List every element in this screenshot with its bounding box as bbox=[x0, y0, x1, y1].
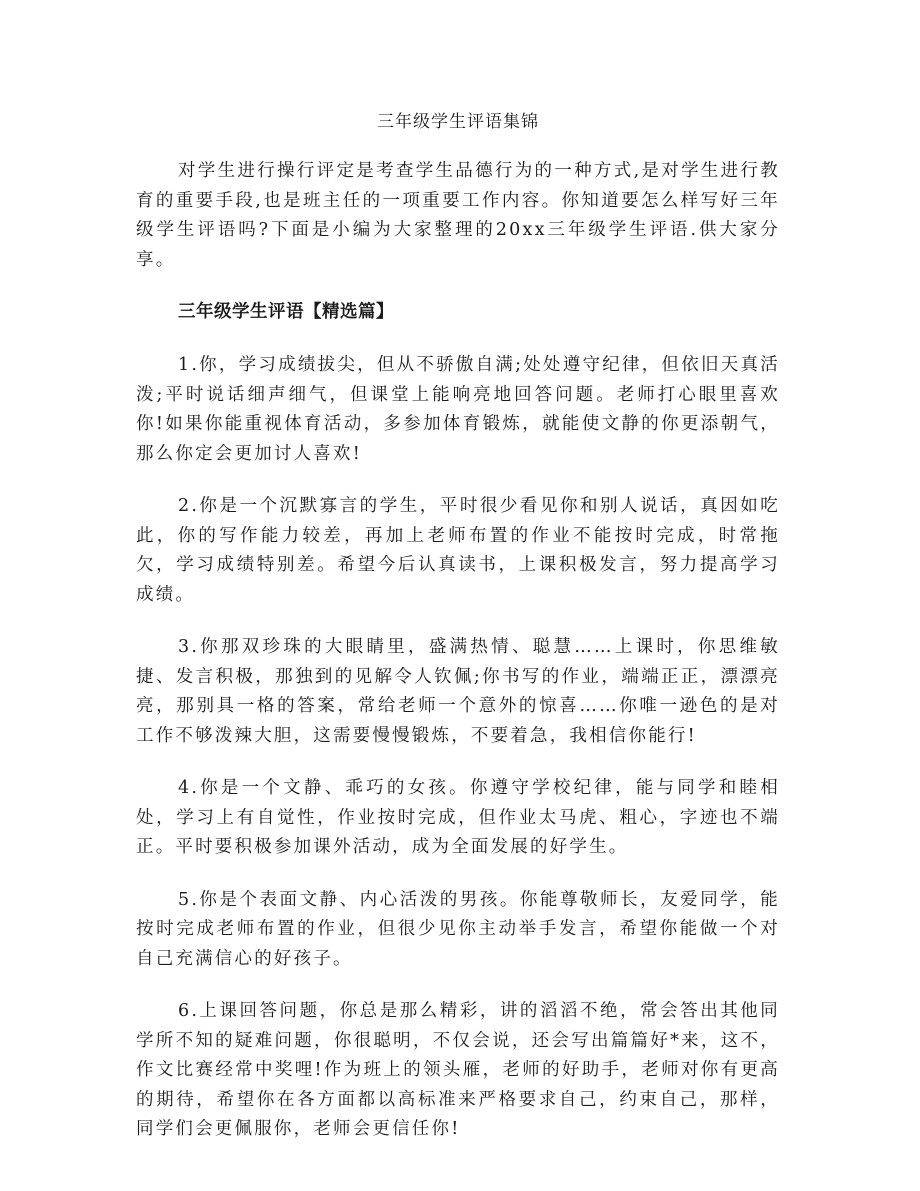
comment-item-6: 6.上课回答问题，你总是那么精彩，讲的滔滔不绝，常会答出其他同学所不知的疑难问题，你很聪明，不仅会说，还会写出篇篇好*来，这不，作文比赛经常中奖哩!作为班上的领头雁，老师的好助手，老师对你有更高的期待，希望你在各方面都以高标准来严格要求自己，约束自己，那样，同学们会更佩服你，老师会更信任你! bbox=[136, 1001, 780, 1139]
comment-item-2: 2.你是一个沉默寡言的学生，平时很少看见你和别人说话，真因如吃此，你的写作能力较差，再加上老师布置的作业不能按时完成，时常拖欠，学习成绩特别差。希望今后认真读书，上课积极发言，努力提高学习成绩。 bbox=[136, 496, 780, 605]
intro-paragraph: 对学生进行操行评定是考查学生品德行为的一种方式,是对学生进行教育的重要手段,也是班主任的一项重要工作内容。你知道要怎么样写好三年级学生评语吗?下面是小编为大家整理的20xx三年级学生评语.供大家分享。 bbox=[136, 161, 780, 270]
document-page bbox=[136, 108, 780, 1168]
comment-item-5: 5.你是个表面文静、内心活泼的男孩。你能尊敬师长，友爱同学，能按时完成老师布置的作业，但很少见你主动举手发言，希望你能做一个对自己充满信心的好孩子。 bbox=[136, 889, 780, 969]
comment-item-3: 3.你那双珍珠的大眼睛里，盛满热情、聪慧……上课时，你思维敏捷、发言积极，那独到的见解令人钦佩;你书写的作业，端端正正，漂漂亮亮，那别具一格的答案，常给老师一个意外的惊喜……你唯一逊色的是对工作不够泼辣大胆，这需要慢慢锻炼，不要着急，我相信你能行! bbox=[136, 637, 780, 746]
comment-list bbox=[136, 351, 780, 1145]
document-title: 三年级学生评语集锦 bbox=[377, 112, 539, 132]
section-heading: 三年级学生评语【精选篇】 bbox=[178, 302, 394, 322]
comment-item-4: 4.你是一个文静、乖巧的女孩。你遵守学校纪律，能与同学和睦相处，学习上有自觉性，作业按时完成，但作业太马虎、粗心，字迹也不端正。平时要积极参加课外活动，成为全面发展的好学生。 bbox=[136, 778, 780, 857]
comment-item-1: 1.你，学习成绩拔尖，但从不骄傲自满;处处遵守纪律，但依旧天真活泼;平时说话细声细气，但课堂上能响亮地回答问题。老师打心眼里喜欢你!如果你能重视体育活动，多参加体育锻炼，就能使文静的你更添朝气，那么你定会更加讨人喜欢! bbox=[136, 355, 780, 464]
